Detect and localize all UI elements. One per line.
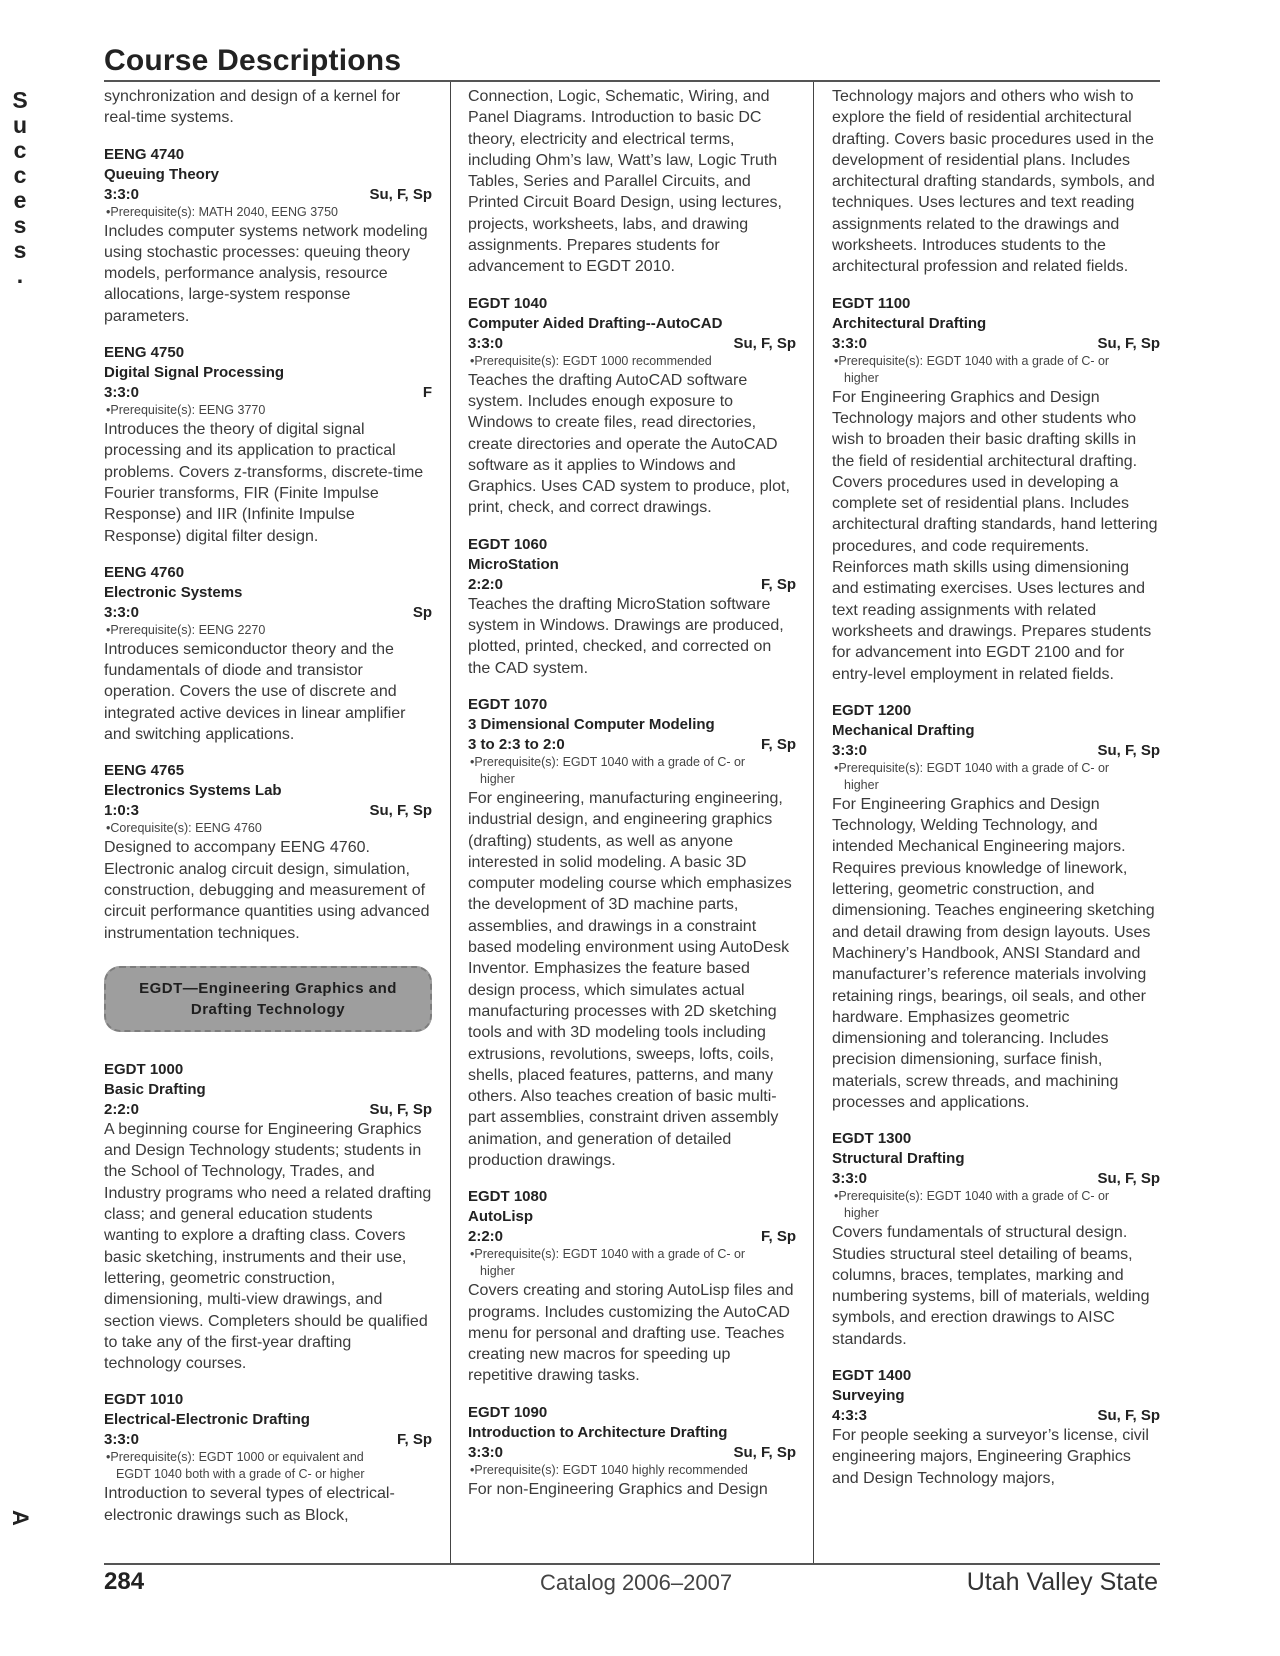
course-description: A beginning course for Engineering Graphics and Design Technology students; students in the School of Technology, Trades, and Industry programs who need a related drafting class; and general education students wanting to explore a drafting class. Covers basic sketching, instruments and their use, lettering, geometric construction, dimensioning, multi-view drawings, and section views. Completers should be qualified to take any of the first-year drafting technology courses. — [104, 1120, 432, 1373]
course-credits: 3:3:0 — [104, 1431, 140, 1449]
side-letter: . — [16, 262, 24, 288]
prerequisite-text-continued: EGDT 1040 both with a grade of C- or higher — [116, 1467, 365, 1482]
course-credits-row — [104, 603, 432, 622]
course-entry — [104, 1390, 432, 1526]
page-number: 284 — [104, 1568, 145, 1595]
side-letter: s — [13, 212, 27, 238]
footer-divider — [104, 1563, 1160, 1565]
prerequisite-text: •Prerequisite(s): EGDT 1040 with a grade of C- or — [834, 353, 1110, 368]
page-title: Course Descriptions — [104, 44, 402, 77]
course-credits: 2:2:0 — [104, 1100, 140, 1118]
course-prerequisite: •Prerequisite(s): EGDT 1040 highly recommended — [470, 1462, 748, 1477]
side-letter: s — [13, 237, 27, 263]
prerequisite-text: •Prerequisite(s): EGDT 1040 with a grade of C- or — [834, 760, 1110, 775]
course-description: Introduces semiconductor theory and the fundamentals of diode and transistor operation. Covers the use of discrete and integrated active devices in linear amplifier and switching applications. — [104, 640, 406, 744]
side-tab-success — [10, 88, 30, 288]
column-divider — [450, 82, 451, 1563]
course-credits-row — [468, 334, 796, 353]
course-entry — [104, 145, 432, 327]
course-credits: 3:3:0 — [468, 334, 504, 352]
column-3 — [832, 86, 1160, 1489]
course-description: For non-Engineering Graphics and Design — [468, 1480, 768, 1498]
course-code: EGDT 1300 — [832, 1130, 912, 1148]
course-title: Basic Drafting — [104, 1080, 206, 1098]
course-prerequisite: •Prerequisite(s): EGDT 1000 recommended — [470, 353, 712, 368]
prerequisite-text: •Prerequisite(s): EGDT 1000 or equivalent and — [106, 1450, 364, 1465]
course-credits-row — [468, 1443, 796, 1462]
course-credits-row — [832, 1169, 1160, 1188]
course-description: Covers creating and storing AutoLisp files and programs. Includes customizing the AutoCAD menu for personal and drafting use. Teaches creating new macros for speeding up repetitive drawing tasks. — [468, 1282, 794, 1385]
course-credits: 3:3:0 — [832, 741, 868, 759]
prerequisite-text: •Prerequisite(s): EGDT 1040 with a grade of C- or — [834, 1189, 1110, 1204]
course-title: Introduction to Architecture Drafting — [468, 1423, 728, 1441]
course-entry — [468, 535, 796, 679]
course-title: Electronic Systems — [104, 583, 243, 601]
course-terms: Su, F, Sp — [1097, 741, 1160, 759]
continuation-text: synchronization and design of a kernel for real-time systems. — [104, 88, 401, 127]
course-code: EENG 4750 — [104, 344, 185, 362]
course-code: EGDT 1080 — [468, 1188, 548, 1206]
side-letter: c — [13, 162, 27, 188]
prerequisite-text-continued: higher — [480, 771, 515, 786]
course-terms: Su, F, Sp — [733, 1443, 796, 1461]
course-credits: 3:3:0 — [104, 384, 140, 402]
course-corequisite: •Corequisite(s): EENG 4760 — [106, 821, 262, 836]
course-entry — [104, 1060, 432, 1375]
prerequisite-text: •Prerequisite(s): EGDT 1040 with a grade of C- or — [470, 754, 746, 769]
course-credits-row — [832, 741, 1160, 760]
side-letter: S — [12, 87, 28, 113]
section-heading-line: EGDT—Engineering Graphics and — [139, 979, 397, 997]
course-description: Introduction to several types of electrical-electronic drawings such as Block, — [104, 1485, 395, 1524]
course-code: EENG 4740 — [104, 145, 185, 163]
course-prerequisite: •Prerequisite(s): EENG 2270 — [106, 622, 266, 637]
course-terms: F, Sp — [760, 575, 796, 593]
course-title: Mechanical Drafting — [832, 721, 975, 739]
course-credits-row — [104, 383, 432, 402]
course-title: AutoLisp — [468, 1208, 533, 1226]
course-prerequisite — [104, 1449, 432, 1483]
column-divider — [813, 82, 814, 1563]
continuation-text: Technology majors and others who wish to explore the field of residential architectural drafting. Covers basic procedures used in the development of residential plans. Includes architectural drafting standards, symbols, and techniques. Uses lectures and text reading assignments related to the drawings and worksheets. Introduces students to the architectural profession and related fields. — [832, 88, 1155, 276]
column-1 — [104, 86, 432, 1526]
course-credits: 3:3:0 — [832, 334, 868, 352]
course-terms: F — [422, 384, 432, 402]
course-prerequisite — [832, 1188, 1160, 1222]
catalog-year: Catalog 2006–2007 — [540, 1570, 733, 1595]
prerequisite-text-continued: higher — [844, 370, 879, 385]
course-entry — [832, 294, 1160, 685]
course-credits: 3:3:0 — [104, 185, 140, 203]
course-prerequisite — [832, 353, 1160, 387]
course-description: For Engineering Graphics and Design Technology, Welding Technology, and intended Mechanical Engineering majors. Requires previous knowledge of linework, lettering, geometric construction, and dimensioning. Teaches engineering sketching and detail drawing from design layouts. Uses Machinery’s Handbook, ANSI Standard and manufacturer’s reference materials involving retaining rings, bearings, oil seals, and other hardware. Emphasizes geometric dimensioning and tolerancing. Includes precision dimensioning, surface finish, materials, screw threads, and machining processes and applications. — [832, 795, 1155, 1111]
course-entry — [468, 294, 796, 519]
course-terms: F, Sp — [396, 1431, 432, 1449]
course-title: Electronics Systems Lab — [104, 782, 282, 800]
course-description: Introduces the theory of digital signal processing and its application to practical problems. Covers z-transforms, discrete-time Fourier transforms, FIR (Finite Impulse Response) and IIR (Infinite Impulse Response) digital filter design. — [104, 421, 424, 545]
course-prerequisite — [468, 754, 796, 788]
section-heading-box — [104, 966, 432, 1032]
course-credits: 4:3:3 — [832, 1407, 868, 1425]
course-code: EGDT 1040 — [468, 294, 548, 312]
course-description: For people seeking a surveyor’s license, civil engineering majors, Engineering Graphics and Design Technology majors, — [832, 1427, 1149, 1487]
course-terms: F, Sp — [760, 735, 796, 753]
course-code: EENG 4760 — [104, 563, 185, 581]
course-terms: Su, F, Sp — [369, 802, 432, 820]
course-code: EGDT 1200 — [832, 701, 912, 719]
course-credits-row — [104, 1100, 432, 1119]
course-entry — [468, 1403, 796, 1500]
course-code: EGDT 1010 — [104, 1391, 184, 1409]
course-terms: Su, F, Sp — [369, 185, 432, 203]
prerequisite-text-continued: higher — [480, 1264, 515, 1279]
course-code: EGDT 1090 — [468, 1403, 548, 1421]
course-credits: 3:3:0 — [832, 1170, 868, 1188]
course-title: Queuing Theory — [104, 165, 220, 183]
course-entry — [468, 1187, 796, 1386]
course-credits: 3 to 2:3 to 2:0 — [468, 735, 565, 753]
course-code: EGDT 1100 — [832, 294, 911, 312]
course-credits-row — [468, 575, 796, 594]
course-terms: Su, F, Sp — [1097, 1170, 1160, 1188]
course-entry — [104, 343, 432, 547]
course-description: For Engineering Graphics and Design Technology majors and other students who wish to broaden their basic drafting skills in the field of residential architectural drafting. Covers procedures used in developing a complete set of residential plans. Includes architectural drafting standards, hand lettering procedures, and code requirements. Reinforces math skills using dimensioning and estimating exercises. Uses lectures and text reading assignments with related worksheets and drawings. Prepares students for advancement into EGDT 2100 and for entry-level employment in related fields. — [832, 388, 1158, 683]
course-prerequisite — [832, 760, 1160, 794]
course-credits: 3:3:0 — [104, 603, 140, 621]
continuation-text: Connection, Logic, Schematic, Wiring, and Panel Diagrams. Introduction to basic DC theory, electricity and electrical terms, including Ohm’s law, Watt’s law, Logic Truth Tables, Series and Parallel Circuits, and Printed Circuit Board Design, using lectures, projects, worksheets, labs, and drawing assignments. Prepares students for advancement to EGDT 2010. — [468, 88, 782, 276]
course-entry — [104, 563, 432, 745]
course-credits-row — [104, 185, 432, 204]
side-letter: u — [12, 112, 28, 138]
course-terms: Su, F, Sp — [733, 334, 796, 352]
course-terms: F, Sp — [760, 1228, 796, 1246]
course-code: EGDT 1060 — [468, 535, 548, 553]
course-prerequisite — [468, 1246, 796, 1280]
course-entry — [832, 1366, 1160, 1489]
course-title: Structural Drafting — [832, 1150, 965, 1168]
course-title: MicroStation — [468, 555, 559, 573]
course-credits-row — [468, 1227, 796, 1246]
course-credits-row — [468, 735, 796, 754]
course-credits-row — [104, 1430, 432, 1449]
side-letter: c — [13, 137, 27, 163]
course-credits-row — [104, 801, 432, 820]
course-credits: 1:0:3 — [104, 802, 140, 820]
course-terms: Su, F, Sp — [1097, 334, 1160, 352]
course-code: EGDT 1400 — [832, 1367, 912, 1385]
course-terms: Su, F, Sp — [1097, 1407, 1160, 1425]
course-entry — [104, 761, 432, 943]
course-title: Digital Signal Processing — [104, 364, 285, 382]
course-code: EGDT 1070 — [468, 695, 548, 713]
course-terms: Su, F, Sp — [369, 1100, 432, 1118]
course-credits: 3:3:0 — [468, 1443, 504, 1461]
side-letter: e — [13, 187, 27, 213]
course-title: Architectural Drafting — [832, 314, 987, 332]
course-description: Teaches the drafting AutoCAD software system. Includes enough exposure to Windows to create files, read directories, create directories and operate the AutoCAD software as it applies to Windows and Graphics. Uses CAD system to produce, plot, print, check, and correct drawings. — [468, 371, 790, 517]
course-prerequisite: •Prerequisite(s): MATH 2040, EENG 3750 — [106, 204, 339, 219]
header-divider — [104, 80, 1160, 82]
section-heading-line: Drafting Technology — [190, 1000, 346, 1018]
course-entry — [832, 701, 1160, 1113]
course-code: EENG 4765 — [104, 762, 185, 780]
course-prerequisite: •Prerequisite(s): EENG 3770 — [106, 403, 266, 418]
course-entry — [832, 1129, 1160, 1350]
course-terms: Sp — [412, 603, 432, 621]
course-description: Includes computer systems network modeling using stochastic processes: queuing theory models, performance analysis, resource allocations, large-system response parameters. — [104, 222, 428, 325]
course-title: Surveying — [832, 1387, 905, 1405]
course-credits-row — [832, 334, 1160, 353]
course-entry — [468, 695, 796, 1171]
school-name: Utah Valley State — [966, 1568, 1158, 1596]
course-title: Electrical-Electronic Drafting — [104, 1411, 310, 1429]
prerequisite-text-continued: higher — [844, 777, 879, 792]
course-description: For engineering, manufacturing engineering, industrial design, and engineering graphics (drafting) students, as well as anyone interested in solid modeling. A basic 3D computer modeling course which emphasizes the development of 3D machine parts, assemblies, and drawings in a constraint based modeling environment using AutoDesk Inventor. Emphasizes the feature based design process, which simulates actual manufacturing processes with 2D sketching tools and with 3D modeling tools including extrusions, revolutions, sweeps, lofts, coils, shells, placed features, patterns, and many others. Also teaches creation of basic multi-part assemblies, constraint driven assembly animation, and generation of detailed production drawings. — [468, 789, 792, 1169]
course-code: EGDT 1000 — [104, 1060, 184, 1078]
course-title: 3 Dimensional Computer Modeling — [468, 715, 715, 733]
course-description: Teaches the drafting MicroStation software system in Windows. Drawings are produced, plotted, printed, checked, and corrected on the CAD system. — [468, 595, 784, 677]
prerequisite-text-continued: higher — [844, 1206, 879, 1221]
course-credits-row — [832, 1406, 1160, 1425]
course-description: Designed to accompany EENG 4760. Electronic analog circuit design, simulation, construction, debugging and measurement of circuit performance quantities using advanced instrumentation techniques. — [104, 839, 430, 942]
side-tab-letter: A — [7, 1510, 33, 1526]
prerequisite-text: •Prerequisite(s): EGDT 1040 with a grade of C- or — [470, 1247, 746, 1262]
column-2 — [468, 86, 796, 1500]
course-credits: 2:2:0 — [468, 575, 504, 593]
course-credits: 2:2:0 — [468, 1228, 504, 1246]
course-title: Computer Aided Drafting--AutoCAD — [468, 314, 723, 332]
course-description: Covers fundamentals of structural design. Studies structural steel detailing of beams, columns, braces, templates, marking and numbering systems, bill of materials, welding symbols, and erection drawings to AISC standards. — [832, 1224, 1150, 1348]
